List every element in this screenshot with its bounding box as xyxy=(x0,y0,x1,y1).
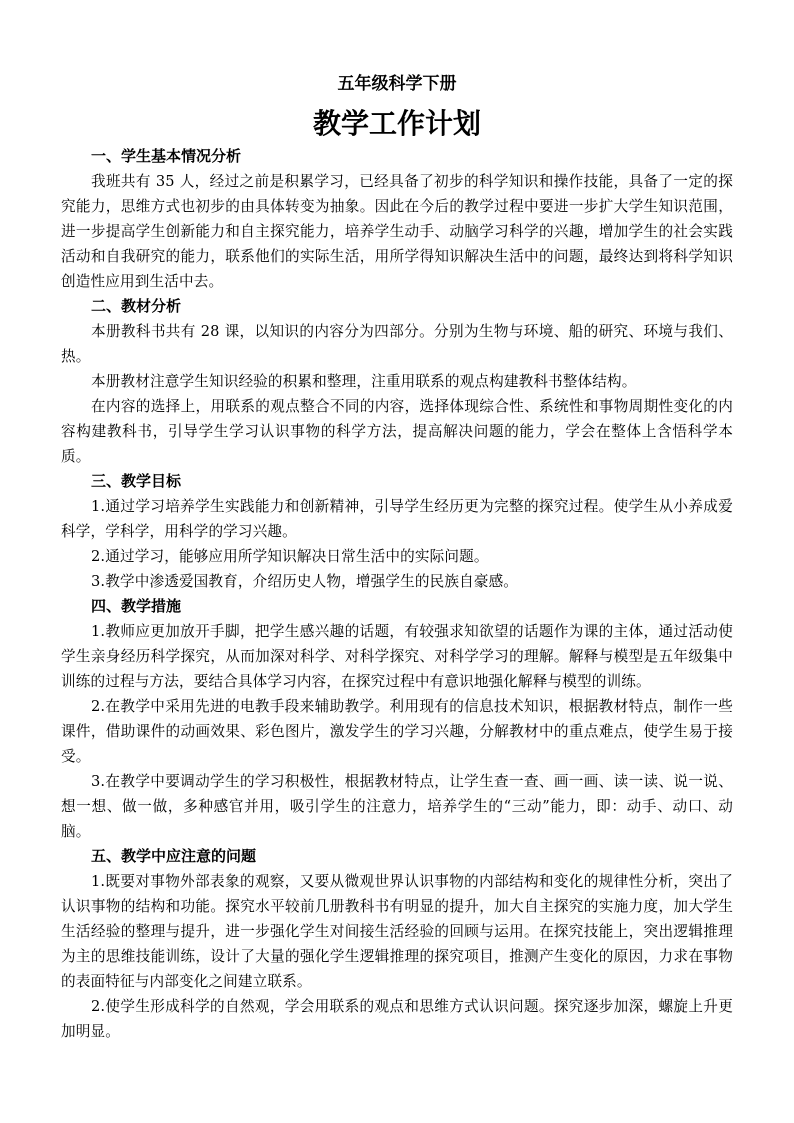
paragraph: 本册教材注意学生知识经验的积累和整理，注重用联系的观点构建教科书整体结构。 xyxy=(91,373,637,390)
paragraph: 1.教师应更加放开手脚，把学生感兴趣的话题，有较强求知欲望的话题作为课的主体，通过活动使学生亲身经历科学探究，从而加深对科学、对科学探究、对科学学习的理解。解释与模型是五年级集中训练的过程与方法，要结合具体学习内容，在探究过程中有意识地强化解释与模型的训练。 xyxy=(61,623,733,690)
section-teaching-notes xyxy=(61,844,733,1044)
section-teaching-measures xyxy=(61,594,733,844)
section-student-analysis xyxy=(61,144,733,294)
paragraph: 在内容的选择上，用联系的观点整合不同的内容，选择体现综合性、系统性和事物周期性变化的内容构建教科书，引导学生学习认识事物的科学方法，提高解决问题的能力，学会在整体上含悟科学本质。 xyxy=(61,398,733,465)
paragraph: 3.教学中渗透爱国教育，介绍历史人物，增强学生的民族自豪感。 xyxy=(91,573,519,590)
paragraph: 1.通过学习培养学生实践能力和创新精神，引导学生经历更为完整的探究过程。使学生从小养成爱科学，学科学，用科学的学习兴趣。 xyxy=(61,498,733,540)
paragraph: 3.在教学中要调动学生的学习积极性，根据教材特点，让学生查一查、画一画、读一读、说一说、想一想、做一做，多种感官并用，吸引学生的注意力，培养学生的“三动”能力，即：动手、动口、动脑。 xyxy=(61,773,733,840)
paragraph: 2.在教学中采用先进的电教手段来辅助教学。利用现有的信息技术知识，根据教材特点，制作一些课件，借助课件的动画效果、彩色图片，激发学生的学习兴趣，分解教材中的重点难点，使学生易于接受。 xyxy=(61,698,733,765)
section-textbook-analysis xyxy=(61,294,733,469)
paragraph: 本册教科书共有 28 课，以知识的内容分为四部分。分别为生物与环境、船的研究、环境与我们、热。 xyxy=(61,323,733,365)
section-heading: 三、教学目标 xyxy=(91,472,182,490)
section-teaching-goals xyxy=(61,469,733,594)
paragraph: 2.通过学习，能够应用所学知识解决日常生活中的实际问题。 xyxy=(91,548,489,565)
paragraph: 2.使学生形成科学的自然观，学会用联系的观点和思维方式认识问题。探究逐步加深，螺旋上升更加明显。 xyxy=(61,998,733,1040)
section-heading: 四、教学措施 xyxy=(91,597,182,615)
paragraph: 我班共有 35 人，经过之前是积累学习，已经具备了初步的科学知识和操作技能，具备了一定的探究能力，思维方式也初步的由具体转变为抽象。因此在今后的教学过程中要进一步扩大学生知识范围，进一步提高学生创新能力和自主探究能力，培养学生动手、动脑学习科学的兴趣，增加学生的社会实践活动和自我研究的能力，联系他们的实际生活，用所学得知识解决生活中的问题，最终达到将科学知识创造性应用到生活中去。 xyxy=(61,173,733,290)
section-heading: 一、学生基本情况分析 xyxy=(91,147,242,165)
document-subtitle: 五年级科学下册 xyxy=(337,74,457,94)
section-heading: 二、教材分析 xyxy=(91,297,182,315)
document-body xyxy=(61,144,733,1044)
section-heading: 五、教学中应注意的问题 xyxy=(91,847,257,865)
document-title: 教学工作计划 xyxy=(312,107,481,140)
paragraph: 1.既要对事物外部表象的观察，又要从微观世界认识事物的内部结构和变化的规律性分析，突出了认识事物的结构和功能。探究水平较前几册教科书有明显的提升，加大自主探究的实施力度，加大学生生活经验的整理与提升，进一步强化学生对间接生活经验的回顾与运用。在探究技能上，突出逻辑推理为主的思维技能训练，设计了大量的强化学生逻辑推理的探究项目，推测产生变化的原因，力求在事物的表面特征与内部变化之间建立联系。 xyxy=(61,873,733,990)
